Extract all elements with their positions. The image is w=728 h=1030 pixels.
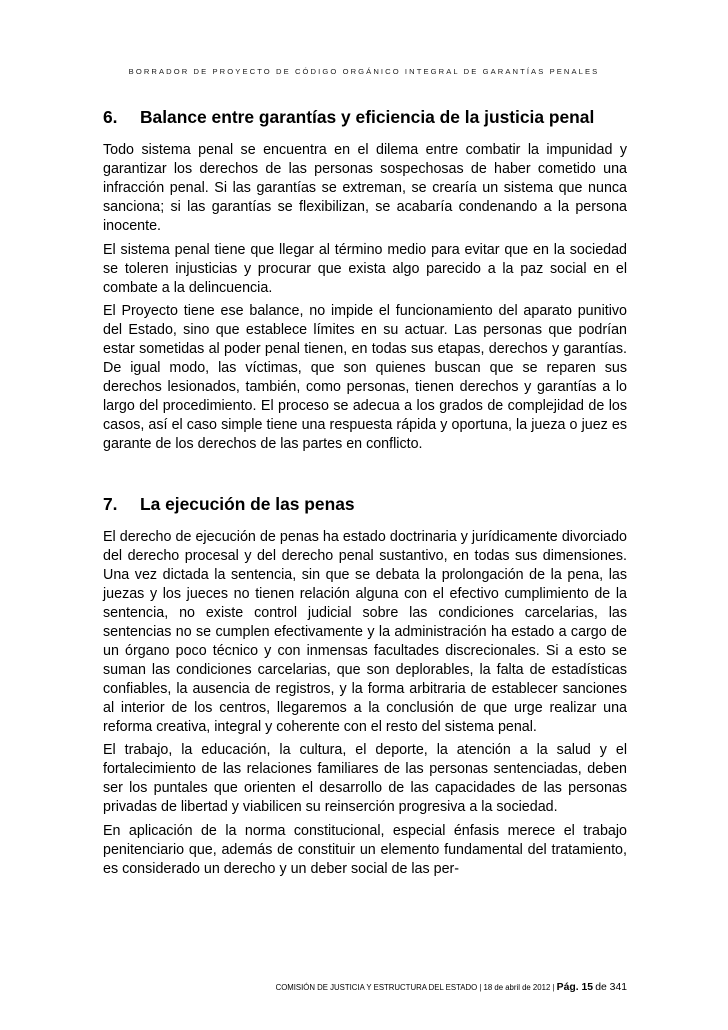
section-spacer: [103, 459, 627, 493]
section-title: Balance entre garantías y eficiencia de la justicia penal: [140, 107, 595, 127]
section-number: 7.: [103, 493, 118, 514]
footer-text: COMISIÓN DE JUSTICIA Y ESTRUCTURA DEL ESTADO | 18 de abril de 2012 |: [275, 983, 555, 992]
paragraph: El sistema penal tiene que llegar al término medio para evitar que en la sociedad se toleren injusticias y procurar que exista algo parecido a la paz social en el combate a la delincuencia.: [103, 241, 627, 296]
running-header: BORRADOR DE PROYECTO DE CÓDIGO ORGÁNICO INTEGRAL DE GARANTÍAS PENALES: [128, 67, 600, 76]
section-heading: [103, 106, 627, 128]
paragraph: El Proyecto tiene ese balance, no impide el funcionamiento del aparato punitivo del Estado, sino que establece límites en su actuar. Las personas que podrían estar sometidas al poder penal tienen, en todas sus etapas, derechos y garantías. De igual modo, las víctimas, que son quienes buscan que se reparen sus derechos lesionados, también, como personas, tienen derechos y garantías a lo largo del procedimiento. El proceso se adecua a los grados de complejidad de los casos, así el caso simple tiene una respuesta rápida y oportuna, la jueza o juez es garante de los derechos de las partes en conflicto.: [103, 303, 627, 452]
paragraph: Todo sistema penal se encuentra en el dilema entre combatir la impunidad y garantizar los derechos de las personas sospechosas de haber cometido una infracción penal. Si las garantías se extreman, se crearía un sistema que nunca sanciona; si las garantías se flexibilizan, se acabaría condenando a la persona inocente.: [103, 142, 627, 234]
section-heading: [103, 493, 627, 515]
page-number: Pág. 15: [556, 982, 594, 993]
paragraph: En aplicación de la norma constitucional, especial énfasis merece el trabajo penitenciario que, además de constituir un elemento fundamental del tratamiento, es considerado un derecho y un deber social de las per-: [103, 822, 627, 877]
document-body: [103, 106, 627, 883]
section-title: La ejecución de las penas: [140, 493, 355, 514]
paragraph: El derecho de ejecución de penas ha estado doctrinaria y jurídicamente divorciado del derecho procesal y del derecho penal sustantivo, en todas sus dimensiones. Una vez dictada la sentencia, sin que se debata la prolongación de la pena, las juezas y los jueces no tienen relación alguna con el efectivo cumplimiento de la sentencia, no existe control judicial sobre las condiciones carcelarias, las sentencias no se cumplen efectivamente y la administración ha estado a cargo de un órgano poco técnico y con inmensas facultades discrecionales. Si a esto se suman las condiciones carcelarias, que son deplorables, la falta de estadísticas confiables, la ausencia de registros, y la forma arbitraria de establecer sanciones al interior de los centros, llegaremos a la conclusión de que urge realizar una reforma creativa, integral y coherente con el resto del sistema penal.: [103, 528, 627, 735]
section-number: 6.: [103, 107, 118, 127]
page-footer: [0, 982, 627, 993]
page-total: de 341: [595, 982, 627, 993]
paragraph: El trabajo, la educación, la cultura, el deporte, la atención a la salud y el fortalecimiento de las relaciones familiares de las personas sentenciadas, deben ser los puntales que orienten el desarrollo de las capacidades de las personas privadas de libertad y viabilicen su reinserción progresiva a la sociedad.: [103, 742, 627, 815]
